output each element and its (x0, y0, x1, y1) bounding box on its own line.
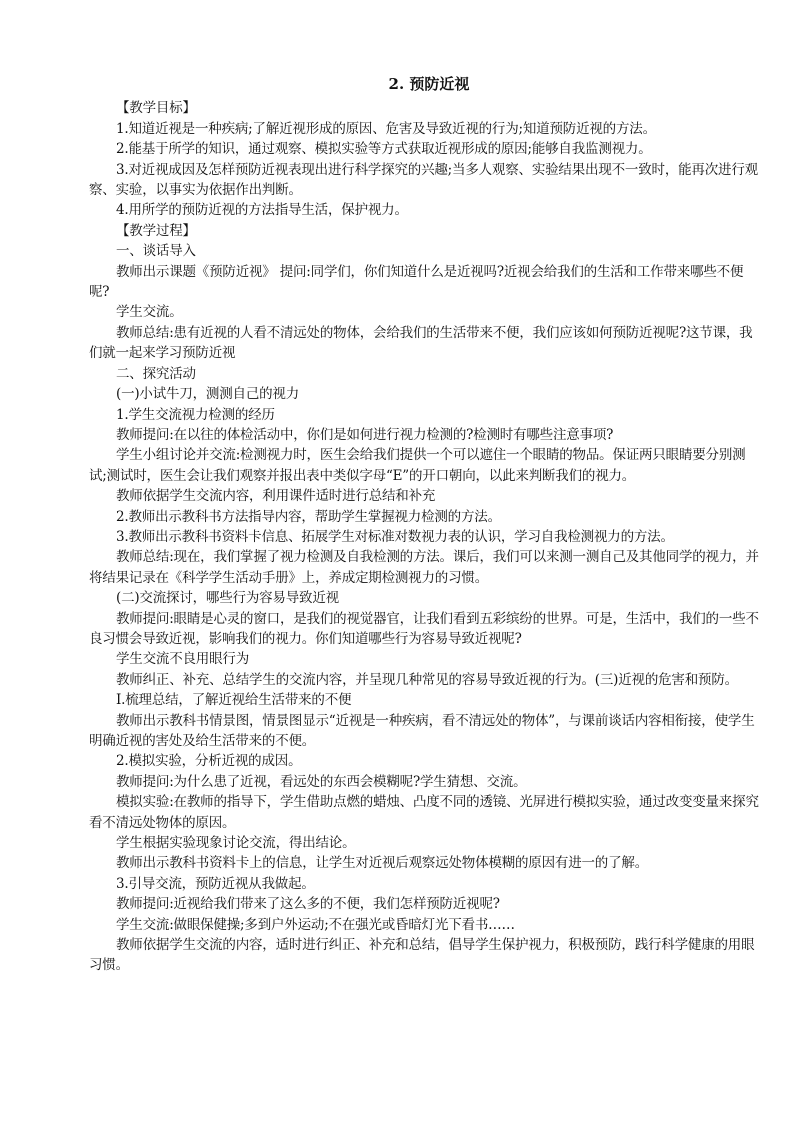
paragraph-14: 学生小组讨论并交流:检测视力时，医生会给我们提供一个可以遮住一个眼睛的物品。保证两只眼睛要分别测试;测试时，医生会让我们观察并报出表中类似字母“E”的开口朝向，以此来判断我们的视力。 (89, 447, 746, 484)
document-title: 2. 预防近视 (388, 75, 470, 93)
paragraph-17: 3.教师出示教科书资料卡信息、拓展学生对标准对数视力表的认识，学习自我检测视力的方法。 (116, 528, 674, 545)
paragraph-24: 教师出示教科书情景图，情景图显示“近视是一种疾病，看不清远处的物体”，与课前谈话内容相衔接，使学生明确近视的害处及给生活带来的不便。 (89, 712, 755, 749)
paragraph-20: 教师提问:眼睛是心灵的窗口，是我们的视觉器官，让我们看到五彩缤纷的世界。可是，生活中，我们的一些不良习惯会导致近视，影响我们的视力。你们知道哪些行为容易导致近视呢? (89, 610, 759, 647)
paragraph-2: 2.能基于所学的知识，通过观察、模拟实验等方式获取近视形成的原因;能够自我监测视力。 (116, 141, 652, 158)
paragraph-8: 学生交流。 (116, 304, 183, 321)
document-body (89, 98, 759, 975)
paragraph-18: 教师总结:现在，我们掌握了视力检测及自我检测的方法。课后，我们可以来测一测自己及其他同学的视力，并将结果记录在《科学学生活动手册》上，养成定期检测视力的习惯。 (89, 549, 759, 586)
paragraph-26: 教师提问:为什么患了近视，看远处的东西会模糊呢?学生猜想、交流。 (116, 773, 527, 790)
paragraph-28: 学生根据实验现象讨论交流，得出结论。 (116, 835, 356, 852)
paragraph-30: 3.引导交流，预防近视从我做起。 (116, 875, 315, 892)
paragraph-1: 1.知道近视是一种疾病;了解近视形成的原因、危害及导致近视的行为;知道预防近视的方法。 (116, 120, 656, 137)
paragraph-4: 4.用所学的预防近视的方法指导生活，保护视力。 (116, 202, 408, 219)
paragraph-22: 教师纠正、补充、总结学生的交流内容，并呈现几种常见的容易导致近视的行为。(三)近视的危害和预防。 (116, 671, 738, 688)
paragraph-21: 学生交流不良用眼行为 (116, 651, 249, 668)
paragraph-13: 教师提问:在以往的体检活动中，你们是如何进行视力检测的?检测时有哪些注意事项? (116, 426, 614, 443)
paragraph-6: 一、谈话导入 (116, 243, 196, 260)
paragraph-15: 教师依据学生交流内容，利用课件适时进行总结和补充 (116, 488, 436, 505)
paragraph-31: 教师提问:近视给我们带来了这么多的不便，我们怎样预防近视呢? (116, 896, 500, 913)
paragraph-5: 【教学过程】 (116, 222, 196, 239)
paragraph-10: 二、探究活动 (116, 365, 196, 382)
paragraph-27: 模拟实验:在教师的指导下，学生借助点燃的蜡烛、凸度不同的透镜、光屏进行模拟实验，通过改变变量来探究看不清远处物体的原因。 (89, 794, 759, 831)
paragraph-3: 3.对近视成因及怎样预防近视表现出进行科学探究的兴趣;当多人观察、实验结果出现不一致时，能再次进行观察、实验，以事实为依据作出判断。 (89, 161, 758, 199)
paragraph-0: 【教学目标】 (116, 100, 196, 117)
paragraph-33: 教师依据学生交流的内容，适时进行纠正、补充和总结，倡导学生保护视力，积极预防，践行科学健康的用眼习惯。 (89, 937, 755, 974)
paragraph-7: 教师出示课题《预防近视》 提问:同学们，你们知道什么是近视吗?近视会给我们的生活和工作带来哪些不便呢? (89, 263, 744, 301)
paragraph-23: I.梳理总结，了解近视给生活带来的不便 (116, 692, 352, 709)
paragraph-9: 教师总结:患有近视的人看不清远处的物体，会给我们的生活带来不便，我们应该如何预防近视呢?这节课，我们就一起来学习预防近视 (89, 324, 753, 362)
paragraph-11: (一)小试牛刀，测测自己的视力 (116, 386, 300, 403)
paragraph-32: 学生交流:做眼保健操;多到户外运动;不在强光或昏暗灯光下看书…… (116, 916, 515, 933)
paragraph-12: 1.学生交流视力检测的经历 (116, 406, 275, 423)
paragraph-16: 2.教师出示教科书方法指导内容，帮助学生掌握视力检测的方法。 (116, 508, 501, 525)
paragraph-19: (二)交流探讨，哪些行为容易导致近视 (116, 590, 339, 607)
document-page (89, 0, 759, 976)
paragraph-25: 2.模拟实验，分析近视的成因。 (116, 753, 302, 770)
paragraph-29: 教师出示教科书资料卡上的信息，让学生对近视后观察远处物体模糊的原因有进一的了解。 (116, 855, 648, 872)
